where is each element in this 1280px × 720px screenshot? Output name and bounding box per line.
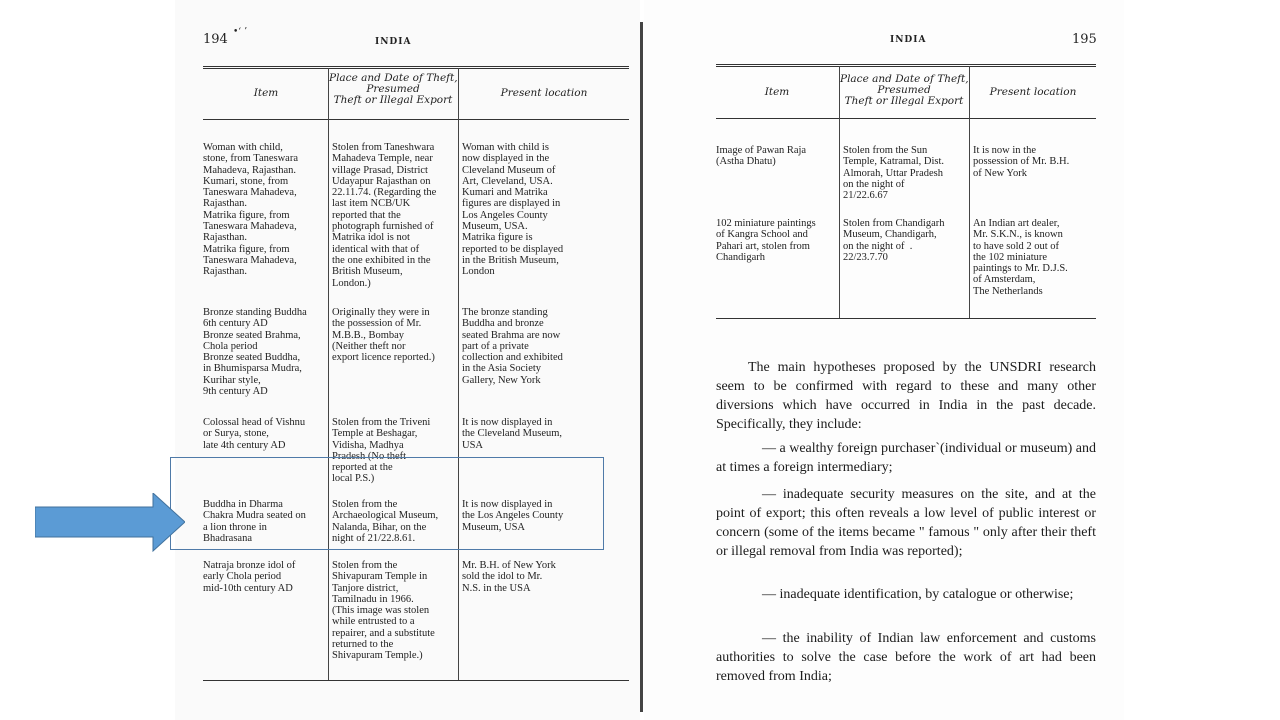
row-2-location: The bronze standing Buddha and bronze seated Brahma are now part of a private collection and exhibited in the Asia Society Gallery, New York: [462, 307, 563, 386]
running-head-left: INDIA: [375, 37, 412, 47]
row-4-location: It is now displayed in the Los Angeles County Museum, USA: [462, 499, 564, 533]
row-1-item: Woman with child, stone, from Taneswara Mahadeva, Rajasthan. Kumari, stone, from Taneswara Mahadeva, Rajasthan. Matrika figure, from Taneswara Mahadeva, Rajasthan. Matrika figure, from Taneswara Mahadeva, Rajasthan.: [203, 142, 298, 278]
row-3-item: Colossal head of Vishnu or Surya, stone, late 4th century AD: [203, 417, 306, 451]
row-2-item: Bronze standing Buddha 6th century AD Bronze seated Brahma, Chola period Bronze seated Buddha, in Bhumisparsa Mudra, Kurihar style, 9th century AD: [203, 307, 307, 398]
right-row-2-place: Stolen from Chandigarh Museum, Chandigarh, on the night of . 22/23.7.70: [843, 218, 945, 263]
column-header-item-right: Item: [764, 86, 790, 98]
row-4-place: Stolen from the Archaeological Museum, Nalanda, Bihar, on the night of 21/22.8.61.: [332, 499, 439, 544]
row-1-location: Woman with child is now displayed in the Cleveland Museum of Art, Cleveland, USA. Kumari and Matrika figures are displayed in Los Angeles County Museum, USA. Matrika figure is reported to be displayed in the British Museum, London: [462, 142, 564, 278]
right-row-2-location: An Indian art dealer, Mr. S.K.N., is known to have sold 2 out of the 102 miniature paintings to Mr. D.J.S. of Amsterdam, The Netherlands: [973, 218, 1068, 297]
left-page: [175, 0, 640, 720]
hypothesis-2: — inadequate security measures on the site, and at the point of export; this often reveals a low level of public interest or concern (some of the items became " famous " only after their theft or illegal removal from India was reported);: [716, 487, 1096, 559]
page-gutter: [640, 22, 643, 712]
column-header-location: Present location: [500, 87, 588, 99]
right-row-1-item: Image of Pawan Raja (Astha Dhatu): [716, 145, 807, 168]
page-number-right: 195: [1072, 32, 1097, 47]
intro-paragraph: The main hypotheses proposed by the UNSDRI research seem to be confirmed with regard to these and many other diversions which have occurred in India in the past decade. Specifically, they include:: [716, 360, 1096, 432]
row-3-place: Stolen from the Triveni Temple at Beshagar, Vidisha, Madhya Pradesh (No theft reported at the local P.S.): [332, 417, 431, 485]
right-page: [644, 0, 1124, 720]
row-4-item: Buddha in Dharma Chakra Mudra seated on a lion throne in Bhadrasana: [203, 499, 306, 544]
row-1-place: Stolen from Taneshwara Mahadeva Temple, near village Prasad, District Udayapur Rajasthan on 22.11.74. (Regarding the last item NCB/UK reported that the photograph furnished of Matrika idol is not identical with that of the one exhibited in the British Museum, London.): [332, 142, 437, 289]
row-2-place: Originally they were in the possession of Mr. M.B.B., Bombay (Neither theft nor export licence reported.): [332, 307, 435, 364]
hypothesis-4: — the inability of Indian law enforcement and customs authorities to solve the case before the work of art had been removed from India;: [716, 631, 1096, 684]
right-row-2-item: 102 miniature paintings of Kangra School and Pahari art, stolen from Chandigarh: [716, 218, 816, 263]
column-header-location-right: Present location: [989, 86, 1077, 98]
running-head-right: INDIA: [890, 35, 927, 45]
scan-marks: •ʻ ʼ: [233, 27, 247, 37]
column-header-item: Item: [253, 87, 279, 99]
row-3-location: It is now displayed in the Cleveland Museum, USA: [462, 417, 563, 451]
page-number-left: 194: [203, 32, 228, 47]
right-row-1-place: Stolen from the Sun Temple, Katramal, Dist. Almorah, Uttar Pradesh on the night of 21/22.6.67: [843, 145, 945, 202]
column-header-place-date: Place and Date of Theft, Presumed Theft or Illegal Export: [329, 72, 458, 106]
right-arrow-icon: [35, 493, 185, 553]
column-header-place-date-right: Place and Date of Theft, Presumed Theft or Illegal Export: [840, 73, 969, 107]
row-5-place: Stolen from the Shivapuram Temple in Tanjore district, Tamilnadu in 1966. (This image was stolen while entrusted to a repairer, and a substitute returned to the Shivapuram Temple.): [332, 560, 435, 662]
row-5-item: Natraja bronze idol of early Chola period mid-10th century AD: [203, 560, 296, 594]
hypothesis-1: — a wealthy foreign purchaser`(individual or museum) and at times a foreign intermediary;: [716, 441, 1096, 475]
right-row-1-location: It is now in the possession of Mr. B.H. of New York: [973, 145, 1070, 179]
hypothesis-3: — inadequate identification, by catalogue or otherwise;: [762, 587, 1074, 602]
row-5-location: Mr. B.H. of New York sold the idol to Mr. N.S. in the USA: [462, 560, 556, 594]
highlight-box: [170, 457, 604, 550]
